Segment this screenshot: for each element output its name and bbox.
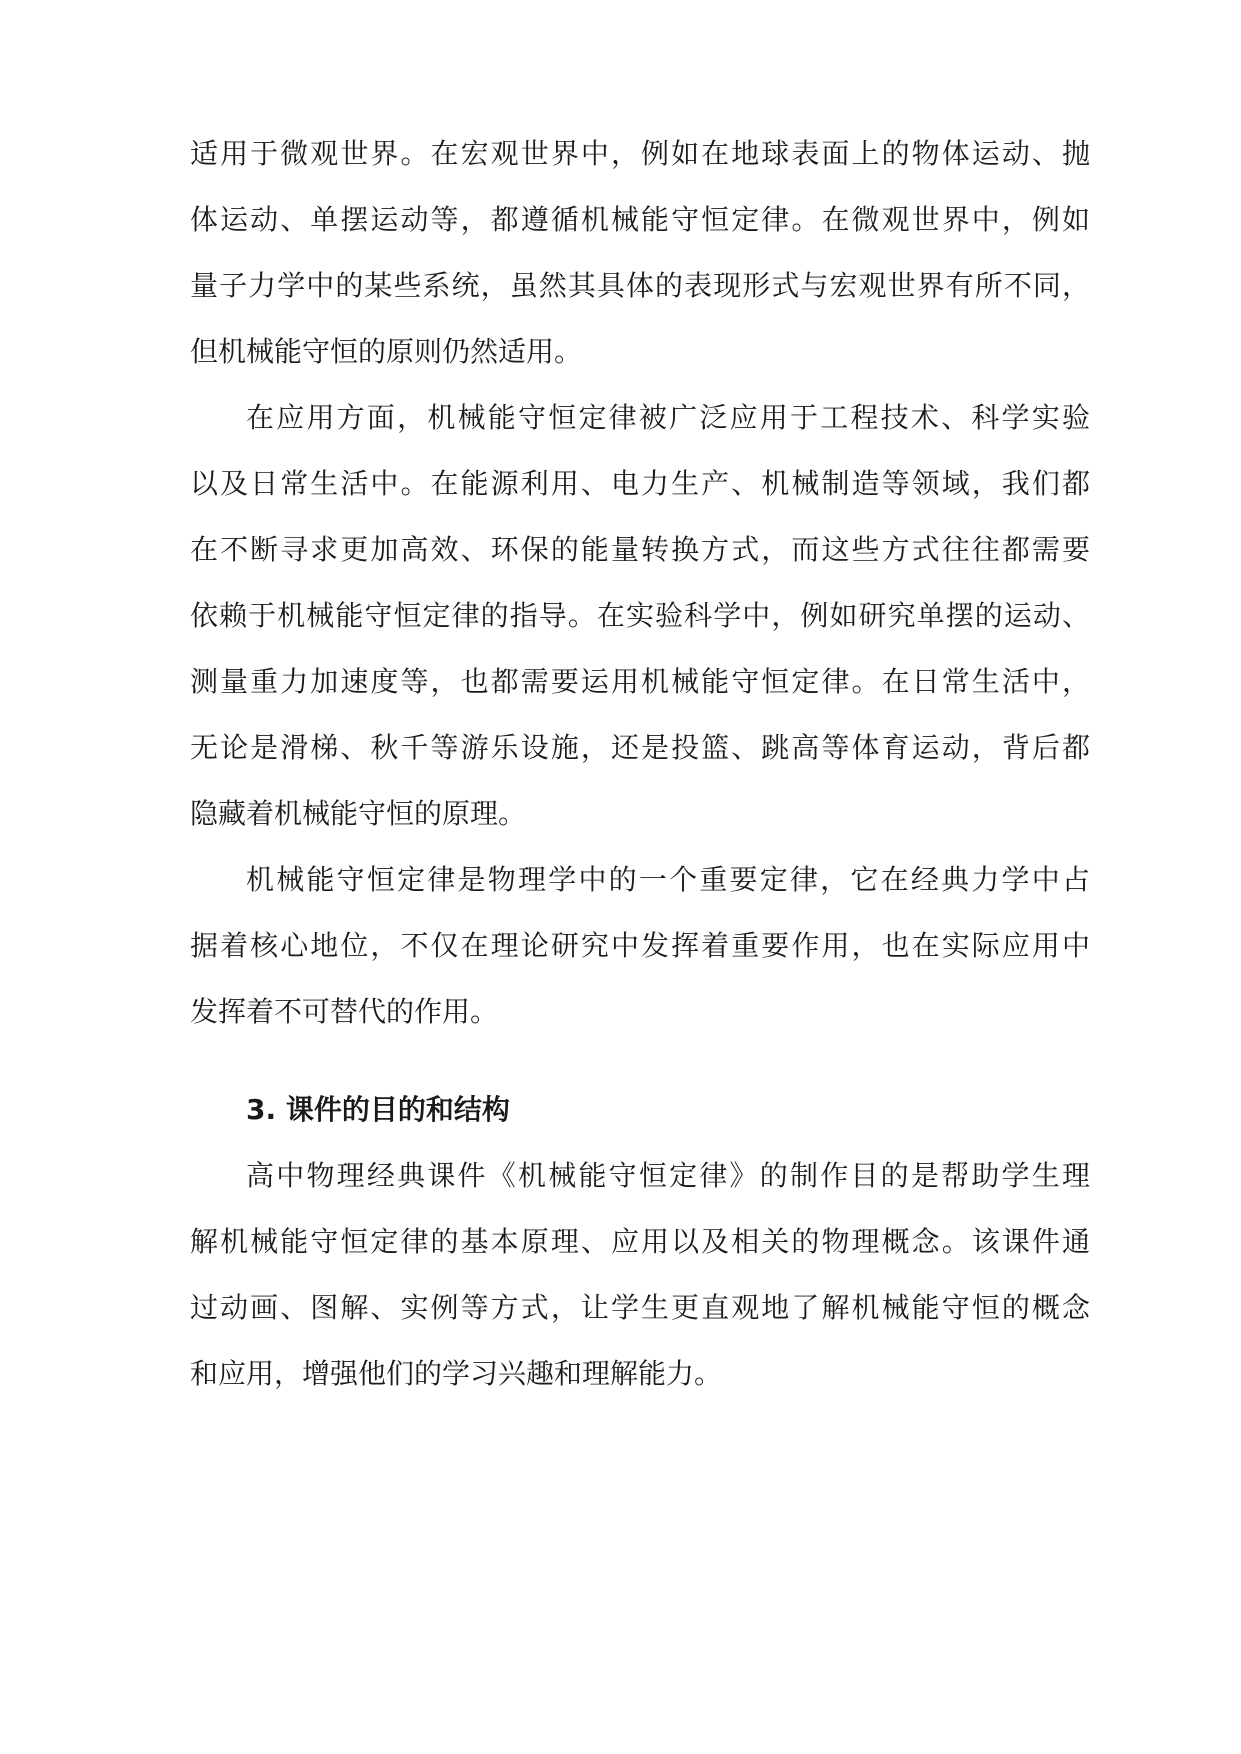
- paragraph-2-line-6: 无论是滑梯、秋千等游乐设施，还是投篮、跳高等体育运动，背后都: [190, 731, 1090, 764]
- paragraph-3-line-3: 发挥着不可替代的作用。: [190, 995, 499, 1028]
- paragraph-1-line-4: 但机械能守恒的原则仍然适用。: [190, 335, 583, 368]
- paragraph-3-line-2: 据着核心地位，不仅在理论研究中发挥着重要作用，也在实际应用中: [190, 929, 1090, 962]
- section-heading: 3. 课件的目的和结构: [246, 1093, 510, 1126]
- section-paragraph-line-1: 高中物理经典课件《机械能守恒定律》的制作目的是帮助学生理: [246, 1159, 1090, 1192]
- paragraph-2-line-2: 以及日常生活中。在能源利用、电力生产、机械制造等领域，我们都: [190, 467, 1090, 500]
- paragraph-1-line-1: 适用于微观世界。在宏观世界中，例如在地球表面上的物体运动、抛: [190, 137, 1090, 170]
- paragraph-2-line-1: 在应用方面，机械能守恒定律被广泛应用于工程技术、科学实验: [246, 401, 1090, 434]
- paragraph-3-line-1: 机械能守恒定律是物理学中的一个重要定律，它在经典力学中占: [246, 863, 1090, 896]
- section-paragraph-line-2: 解机械能守恒定律的基本原理、应用以及相关的物理概念。该课件通: [190, 1225, 1090, 1258]
- paragraph-2-line-3: 在不断寻求更加高效、环保的能量转换方式，而这些方式往往都需要: [190, 533, 1090, 566]
- paragraph-2-line-4: 依赖于机械能守恒定律的指导。在实验科学中，例如研究单摆的运动、: [190, 599, 1090, 632]
- paragraph-1-line-2: 体运动、单摆运动等，都遵循机械能守恒定律。在微观世界中，例如: [190, 203, 1090, 236]
- paragraph-2-line-5: 测量重力加速度等，也都需要运用机械能守恒定律。在日常生活中，: [190, 665, 1090, 698]
- paragraph-2-line-7: 隐藏着机械能守恒的原理。: [190, 797, 527, 830]
- section-paragraph-line-4: 和应用，增强他们的学习兴趣和理解能力。: [190, 1357, 723, 1390]
- section-paragraph-line-3: 过动画、图解、实例等方式，让学生更直观地了解机械能守恒的概念: [190, 1291, 1090, 1324]
- paragraph-1-line-3: 量子力学中的某些系统，虽然其具体的表现形式与宏观世界有所不同，: [190, 269, 1090, 302]
